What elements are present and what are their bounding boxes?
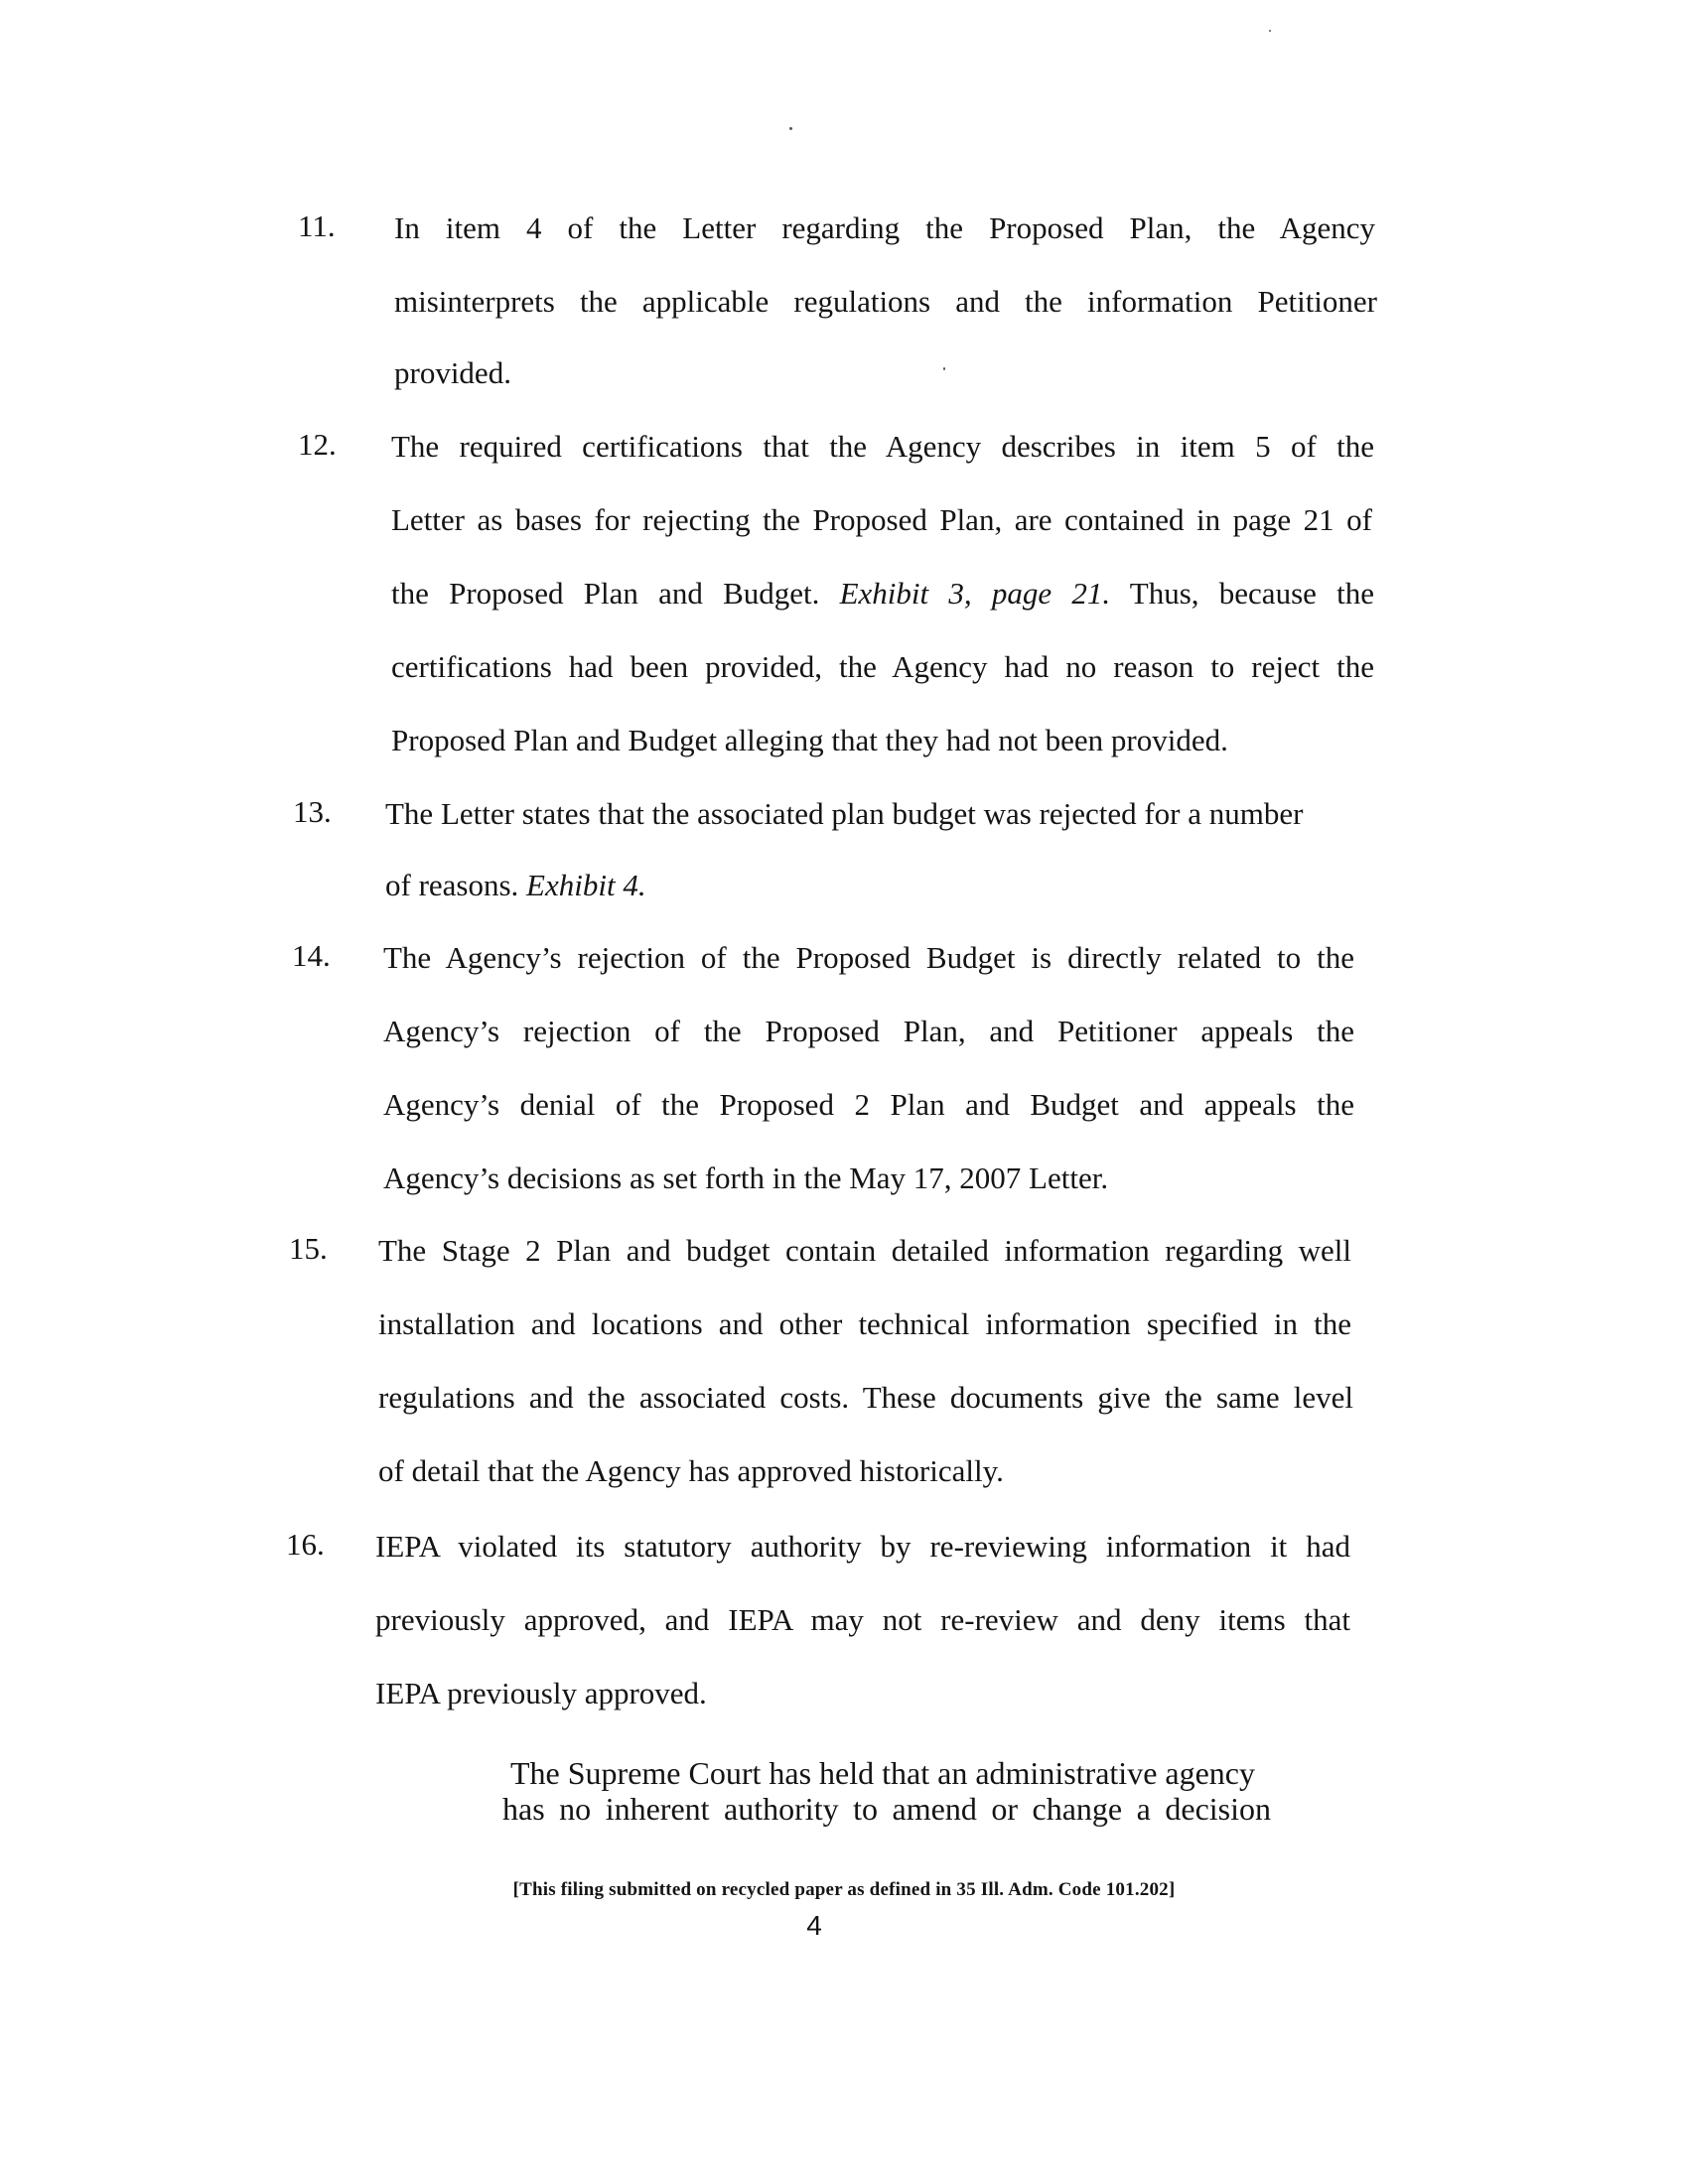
paragraph-number: 15. [289, 1231, 328, 1266]
paragraph-number: 13. [293, 794, 332, 829]
paragraph-line: Agency’s rejection of the Proposed Plan, and Petitioner appeals the [383, 1014, 1354, 1048]
text-run: Thus, because the [1110, 576, 1374, 611]
paragraph-line: IEPA previously approved. [375, 1676, 707, 1710]
exhibit-reference: Exhibit 4. [526, 868, 646, 902]
recycled-paper-notice: [This filing submitted on recycled paper as defined in 35 Ill. Adm. Code 101.202] [512, 1879, 1176, 1900]
paragraph-line: IEPA violated its statutory authority by re-reviewing information it had [375, 1529, 1350, 1564]
text-run: the Proposed Plan and Budget. [391, 576, 840, 611]
paragraph-line: The Letter states that the associated plan budget was rejected for a number [385, 796, 1304, 831]
quote-line: The Supreme Court has held that an administrative agency [510, 1755, 1255, 1791]
paragraph-number: 16. [286, 1527, 325, 1562]
quote-line: has no inherent authority to amend or change a decision [502, 1791, 1271, 1827]
paragraph-line: provided. [394, 355, 511, 390]
paragraph-line: regulations and the associated costs. These documents give the same level [378, 1380, 1353, 1415]
paragraph-line: Agency’s denial of the Proposed 2 Plan and Budget and appeals the [383, 1087, 1354, 1122]
paragraph-line: of detail that the Agency has approved historically. [378, 1453, 1004, 1488]
paragraph-line: certifications had been provided, the Agency had no reason to reject the [391, 649, 1374, 684]
scan-speck [789, 127, 792, 130]
paragraph-number: 12. [298, 427, 337, 462]
paragraph-line [385, 866, 646, 905]
paragraph-line: Letter as bases for rejecting the Proposed Plan, are contained in page 21 of [391, 502, 1372, 537]
paragraph-line: installation and locations and other technical information specified in the [378, 1306, 1351, 1341]
paragraph-line: Proposed Plan and Budget alleging that they had not been provided. [391, 723, 1228, 757]
text-run: of reasons. [385, 868, 527, 902]
paragraph-number: 14. [292, 938, 331, 973]
paragraph-line: The Stage 2 Plan and budget contain detailed information regarding well [378, 1233, 1351, 1268]
paragraph-line: previously approved, and IEPA may not re-review and deny items that [375, 1602, 1350, 1637]
page-number: 4 [806, 1910, 822, 1941]
exhibit-reference: Exhibit 3, page 21. [839, 576, 1111, 611]
paragraph-line: In item 4 of the Letter regarding the Proposed Plan, the Agency [394, 210, 1375, 245]
scan-speck [1269, 30, 1271, 32]
scan-speck [943, 367, 945, 370]
paragraph-line: misinterprets the applicable regulations and the information Petitioner [394, 284, 1377, 319]
paragraph-number: 11. [298, 208, 336, 243]
paragraph-line: Agency’s decisions as set forth in the May 17, 2007 Letter. [383, 1160, 1109, 1195]
paragraph-line: The Agency’s rejection of the Proposed Budget is directly related to the [383, 940, 1354, 975]
paragraph-line [391, 574, 1374, 614]
paragraph-line: The required certifications that the Agency describes in item 5 of the [391, 429, 1374, 464]
